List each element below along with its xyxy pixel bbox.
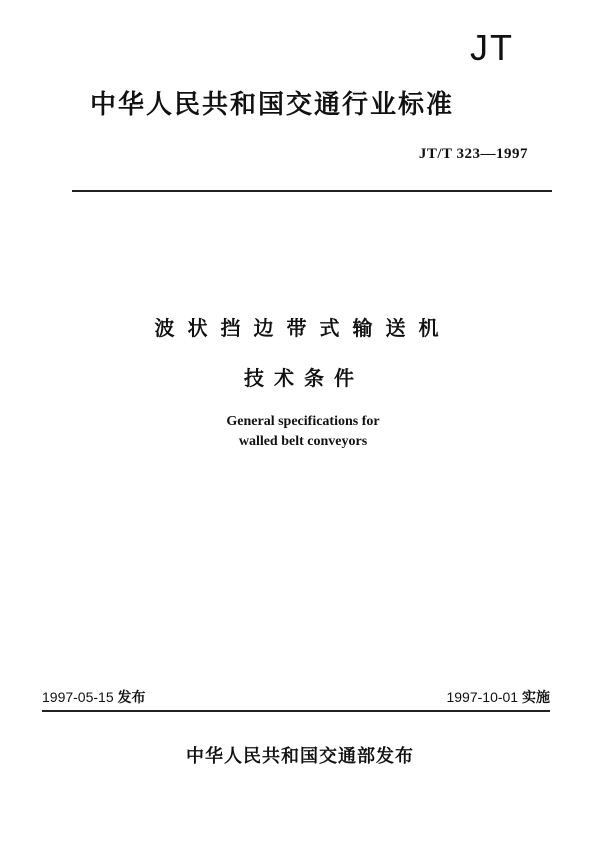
standard-number: JT/T 323—1997: [418, 146, 528, 162]
standard-type-title: 中华人民共和国交通行业标准: [90, 90, 455, 120]
chinese-title-line-2: 技术条件: [244, 366, 364, 390]
implement-date: 1997-10-01: [446, 689, 519, 705]
english-title: [0, 412, 600, 452]
english-title-line-1: General specifications for: [226, 414, 380, 429]
publisher: 中华人民共和国交通部发布: [186, 746, 414, 767]
implement-date-block: [446, 690, 550, 705]
category-code: JT: [470, 27, 514, 68]
issue-label: 发布: [117, 690, 146, 706]
issue-date-block: [42, 690, 146, 705]
bottom-divider: [42, 710, 550, 712]
top-divider: [72, 190, 552, 192]
english-title-line-2: walled belt conveyors: [238, 434, 368, 449]
issue-date: 1997-05-15: [42, 689, 114, 705]
implement-label: 实施: [522, 690, 550, 706]
chinese-title-line-1: 波状挡边带式输送机: [154, 316, 452, 340]
